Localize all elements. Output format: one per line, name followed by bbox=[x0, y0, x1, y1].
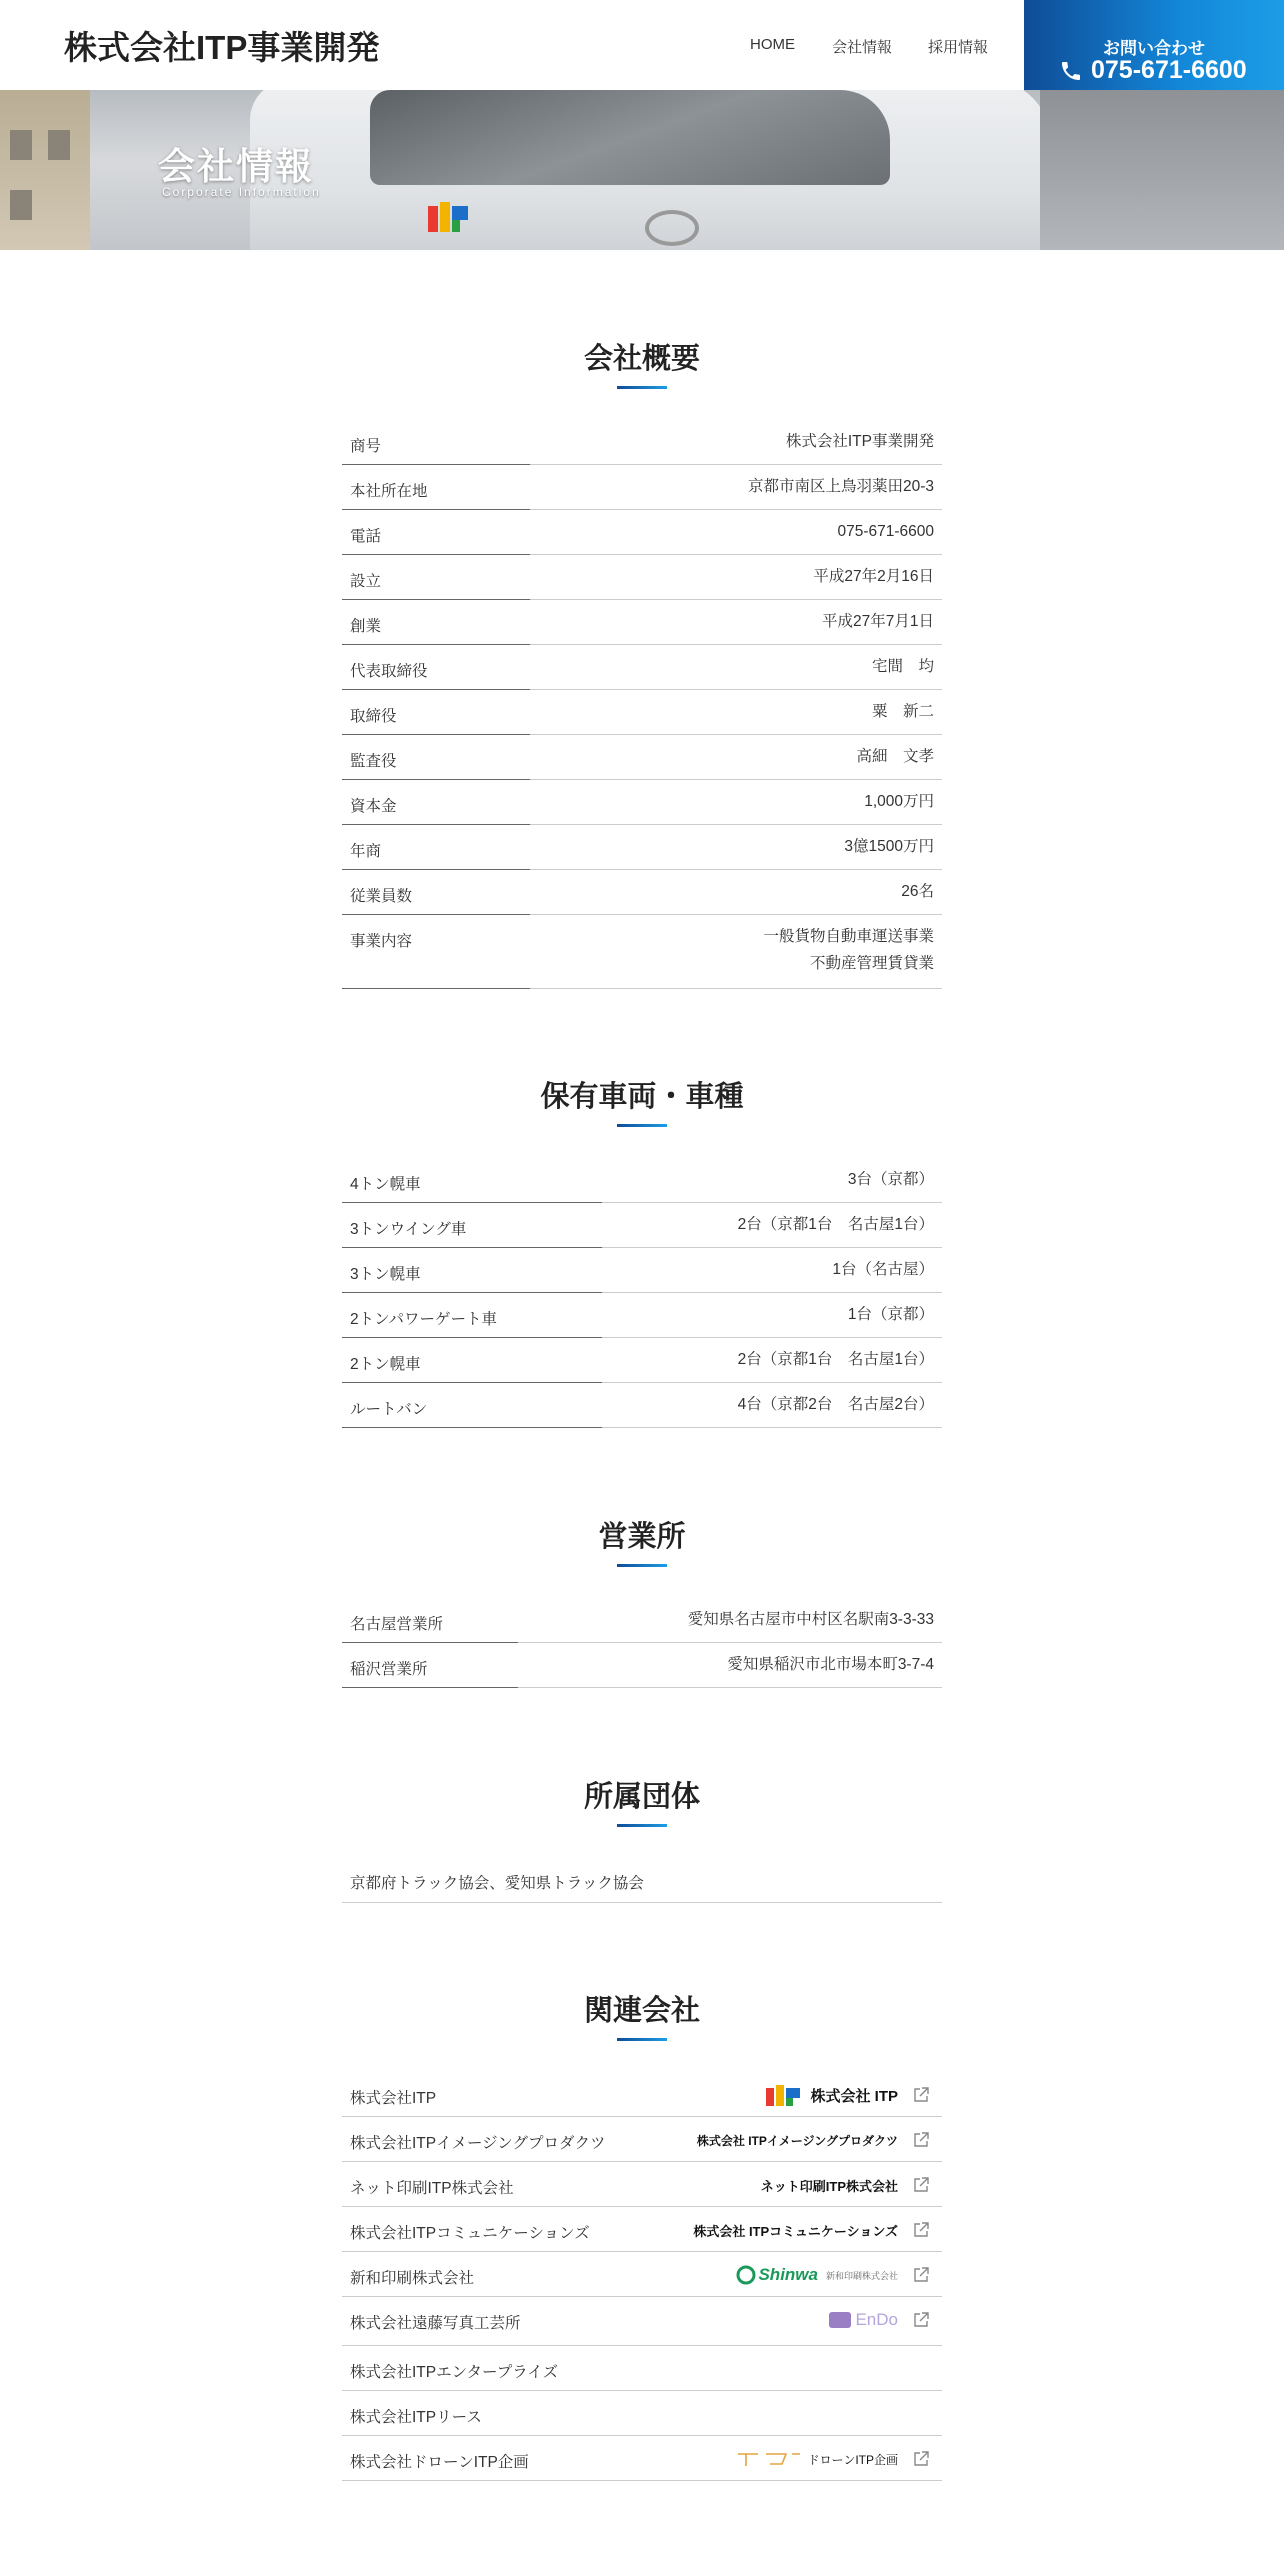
row-label: 3トン幌車 bbox=[350, 1266, 421, 1283]
row-value-line: 4台（京都2台 名古屋2台） bbox=[737, 1396, 934, 1413]
title-underline bbox=[617, 1824, 667, 1827]
related-company-row bbox=[342, 2297, 942, 2346]
nav-home[interactable]: HOME bbox=[750, 36, 795, 53]
related-table bbox=[342, 2072, 942, 2481]
logo-text: ネット印刷ITP株式会社 bbox=[760, 2178, 898, 2194]
row-value bbox=[901, 878, 934, 905]
row-value-line: 3億1500万円 bbox=[844, 838, 934, 855]
related-company-name: 新和印刷株式会社 bbox=[350, 2270, 475, 2287]
table-row bbox=[342, 735, 942, 780]
row-value-line: 愛知県名古屋市中村区名駅南3-3-33 bbox=[687, 1611, 934, 1628]
row-value-line: 26名 bbox=[901, 883, 934, 900]
title-underline bbox=[617, 2038, 667, 2041]
row-value bbox=[786, 428, 934, 455]
logo-text: 株式会社 ITPイメージングプロダクツ bbox=[696, 2133, 898, 2148]
related-company-name: 株式会社ドローンITP企画 bbox=[350, 2454, 529, 2471]
related-company-logo-link[interactable] bbox=[693, 2219, 898, 2241]
related-company-row bbox=[342, 2252, 942, 2297]
section-title-overview: 会社概要 bbox=[583, 343, 700, 375]
logo-text: EnDo bbox=[855, 2310, 898, 2329]
row-value-line: 1台（名古屋） bbox=[832, 1261, 934, 1278]
section-title-related: 関連会社 bbox=[583, 1995, 700, 2027]
row-value-line: 宅間 均 bbox=[871, 658, 934, 675]
row-value-line: 粟 新二 bbox=[871, 703, 934, 720]
table-row bbox=[342, 420, 942, 465]
row-label: 稲沢営業所 bbox=[350, 1661, 428, 1678]
row-label: 年商 bbox=[350, 843, 382, 860]
logo-text: 株式会社 ITPコミュニケーションズ bbox=[693, 2223, 898, 2239]
table-row bbox=[342, 645, 942, 690]
external-link-icon[interactable] bbox=[912, 2086, 930, 2104]
itp-logo-icon bbox=[766, 2084, 802, 2106]
row-label: 2トン幌車 bbox=[350, 1356, 421, 1373]
row-value-line: 1台（京都） bbox=[847, 1306, 934, 1323]
table-row bbox=[342, 690, 942, 735]
endo-logo-icon bbox=[829, 2311, 851, 2329]
table-row bbox=[342, 1248, 942, 1293]
shinwa-logo-icon bbox=[736, 2265, 756, 2285]
table-row bbox=[342, 1383, 942, 1428]
table-row bbox=[342, 465, 942, 510]
related-company-row bbox=[342, 2117, 942, 2162]
row-value-line: 平成27年2月16日 bbox=[813, 568, 934, 585]
row-label: 事業内容 bbox=[350, 933, 413, 950]
related-company-row bbox=[342, 2162, 942, 2207]
row-value bbox=[856, 743, 934, 770]
external-link-icon[interactable] bbox=[912, 2311, 930, 2329]
row-value bbox=[872, 698, 934, 725]
row-label: 代表取締役 bbox=[350, 663, 428, 680]
row-value bbox=[738, 1391, 934, 1418]
external-link-icon[interactable] bbox=[912, 2221, 930, 2239]
related-company-row bbox=[342, 2436, 942, 2481]
row-label-underline bbox=[342, 1687, 518, 1688]
related-company-row bbox=[342, 2346, 942, 2391]
related-company-logo-link[interactable] bbox=[766, 2084, 898, 2106]
row-value-line: 高細 文孝 bbox=[856, 748, 934, 765]
row-value-line: 075-671-6600 bbox=[837, 523, 934, 540]
related-company-logo-link[interactable] bbox=[761, 2174, 898, 2196]
row-value bbox=[822, 608, 934, 635]
logo-subtext: 新和印刷株式会社 bbox=[825, 2270, 898, 2281]
table-row bbox=[342, 1338, 942, 1383]
row-label: 従業員数 bbox=[350, 888, 413, 905]
logo-text: 株式会社 ITP bbox=[810, 2087, 898, 2105]
row-value bbox=[738, 1346, 934, 1373]
row-value-line: 2台（京都1台 名古屋1台） bbox=[737, 1216, 934, 1233]
site-logo[interactable]: 株式会社ITP事業開発 bbox=[64, 29, 380, 66]
offices-table bbox=[342, 1598, 942, 1688]
row-value-line: 株式会社ITP事業開発 bbox=[785, 433, 934, 450]
row-value-line: 2台（京都1台 名古屋1台） bbox=[737, 1351, 934, 1368]
hero-snow-background bbox=[1040, 90, 1284, 250]
section-title-vehicles: 保有車両・車種 bbox=[540, 1081, 744, 1113]
external-link-icon[interactable] bbox=[912, 2266, 930, 2284]
row-label: 創業 bbox=[350, 618, 382, 635]
row-label: 名古屋営業所 bbox=[350, 1616, 444, 1633]
related-company-row bbox=[342, 2391, 942, 2436]
related-company-row bbox=[342, 2207, 942, 2252]
related-company-name: 株式会社ITPイメージングプロダクツ bbox=[350, 2135, 606, 2152]
external-link-icon[interactable] bbox=[912, 2131, 930, 2149]
row-value bbox=[813, 563, 934, 590]
row-value-line: 不動産管理賃貸業 bbox=[809, 955, 934, 972]
groups-row bbox=[342, 1858, 942, 1903]
row-value bbox=[872, 653, 934, 680]
related-company-name: 株式会社遠藤写真工芸所 bbox=[350, 2315, 521, 2332]
table-row bbox=[342, 1643, 942, 1688]
row-label-underline bbox=[342, 1427, 602, 1428]
nav-company-info[interactable]: 会社情報 bbox=[832, 39, 893, 56]
table-row bbox=[342, 870, 942, 915]
row-label: 2トンパワーゲート車 bbox=[350, 1311, 498, 1328]
row-value bbox=[837, 518, 934, 545]
nav-recruit[interactable]: 採用情報 bbox=[928, 39, 989, 56]
contact-phone-number: 075-671-6600 bbox=[1091, 56, 1247, 84]
row-value bbox=[748, 473, 934, 500]
row-value bbox=[832, 1256, 934, 1283]
truck-emblem bbox=[645, 210, 699, 246]
related-company-name: ネット印刷ITP株式会社 bbox=[350, 2180, 514, 2197]
table-row bbox=[342, 1293, 942, 1338]
row-label: 電話 bbox=[350, 528, 382, 545]
logo-text: Shinwa bbox=[758, 2265, 818, 2284]
related-company-logo-link[interactable] bbox=[736, 2264, 898, 2286]
row-value-line: 京都市南区上鳥羽薬田20-3 bbox=[747, 478, 934, 495]
row-value-line: 愛知県稲沢市北市場本町3-7-4 bbox=[727, 1656, 934, 1673]
row-label-underline bbox=[342, 988, 530, 989]
table-row bbox=[342, 555, 942, 600]
row-value bbox=[763, 923, 934, 977]
row-label: 資本金 bbox=[350, 798, 397, 815]
external-link-icon[interactable] bbox=[912, 2450, 930, 2468]
table-row bbox=[342, 1158, 942, 1203]
row-label: 商号 bbox=[350, 438, 382, 455]
title-underline bbox=[617, 1124, 667, 1127]
contact-label: お問い合わせ bbox=[1103, 39, 1205, 58]
itp-truck-logo bbox=[428, 200, 470, 234]
row-value bbox=[848, 1301, 934, 1328]
title-underline bbox=[617, 386, 667, 389]
contact-phone[interactable] bbox=[1059, 56, 1247, 85]
row-value-line: 1,000万円 bbox=[864, 793, 934, 810]
external-link-icon[interactable] bbox=[912, 2176, 930, 2194]
row-label: ルートバン bbox=[350, 1401, 428, 1418]
table-row bbox=[342, 1203, 942, 1248]
row-value-line: 一般貨物自動車運送事業 bbox=[763, 928, 934, 945]
related-company-logo-link[interactable] bbox=[697, 2129, 898, 2151]
related-company-logo-link[interactable] bbox=[829, 2309, 898, 2331]
row-label: 3トンウイング車 bbox=[350, 1221, 467, 1238]
table-row bbox=[342, 825, 942, 870]
related-company-logo-link[interactable] bbox=[736, 2448, 898, 2470]
row-value-line: 平成27年7月1日 bbox=[822, 613, 934, 630]
related-company-name: 株式会社ITPリース bbox=[350, 2409, 482, 2426]
hero-truck-windshield bbox=[370, 90, 890, 185]
table-row bbox=[342, 915, 942, 989]
phone-icon bbox=[1059, 59, 1083, 83]
table-row bbox=[342, 780, 942, 825]
table-row bbox=[342, 1598, 942, 1643]
related-company-row bbox=[342, 2072, 942, 2117]
hero-building bbox=[0, 90, 90, 250]
title-underline bbox=[617, 1564, 667, 1567]
table-row bbox=[342, 510, 942, 555]
row-value bbox=[727, 1651, 934, 1678]
logo-text: ドローンITP企画 bbox=[807, 2452, 898, 2467]
row-value bbox=[738, 1211, 934, 1238]
row-value bbox=[864, 788, 934, 815]
overview-table bbox=[342, 420, 942, 989]
row-label: 4トン幌車 bbox=[350, 1176, 421, 1193]
row-label: 監査役 bbox=[350, 753, 397, 770]
section-title-groups: 所属団体 bbox=[583, 1781, 700, 1813]
row-value bbox=[844, 833, 934, 860]
section-title-offices: 営業所 bbox=[598, 1521, 686, 1553]
hero-title: 会社情報 bbox=[158, 146, 314, 187]
row-label: 設立 bbox=[350, 573, 382, 590]
row-value bbox=[688, 1606, 934, 1633]
row-label: 取締役 bbox=[350, 708, 397, 725]
related-company-name: 株式会社ITPエンタープライズ bbox=[350, 2364, 559, 2381]
table-row bbox=[342, 600, 942, 645]
groups-text: 京都府トラック協会、愛知県トラック協会 bbox=[350, 1875, 644, 1892]
hero-subtitle: Corporate Information bbox=[162, 185, 321, 199]
related-company-name: 株式会社ITPコミュニケーションズ bbox=[350, 2225, 590, 2242]
related-company-name: 株式会社ITP bbox=[350, 2090, 437, 2107]
drone-logo-icon bbox=[736, 2450, 802, 2468]
vehicles-table bbox=[342, 1158, 942, 1428]
row-label: 本社所在地 bbox=[350, 483, 428, 500]
row-value-line: 3台（京都） bbox=[847, 1171, 934, 1188]
hero-banner bbox=[0, 90, 1284, 250]
row-value bbox=[848, 1166, 934, 1193]
